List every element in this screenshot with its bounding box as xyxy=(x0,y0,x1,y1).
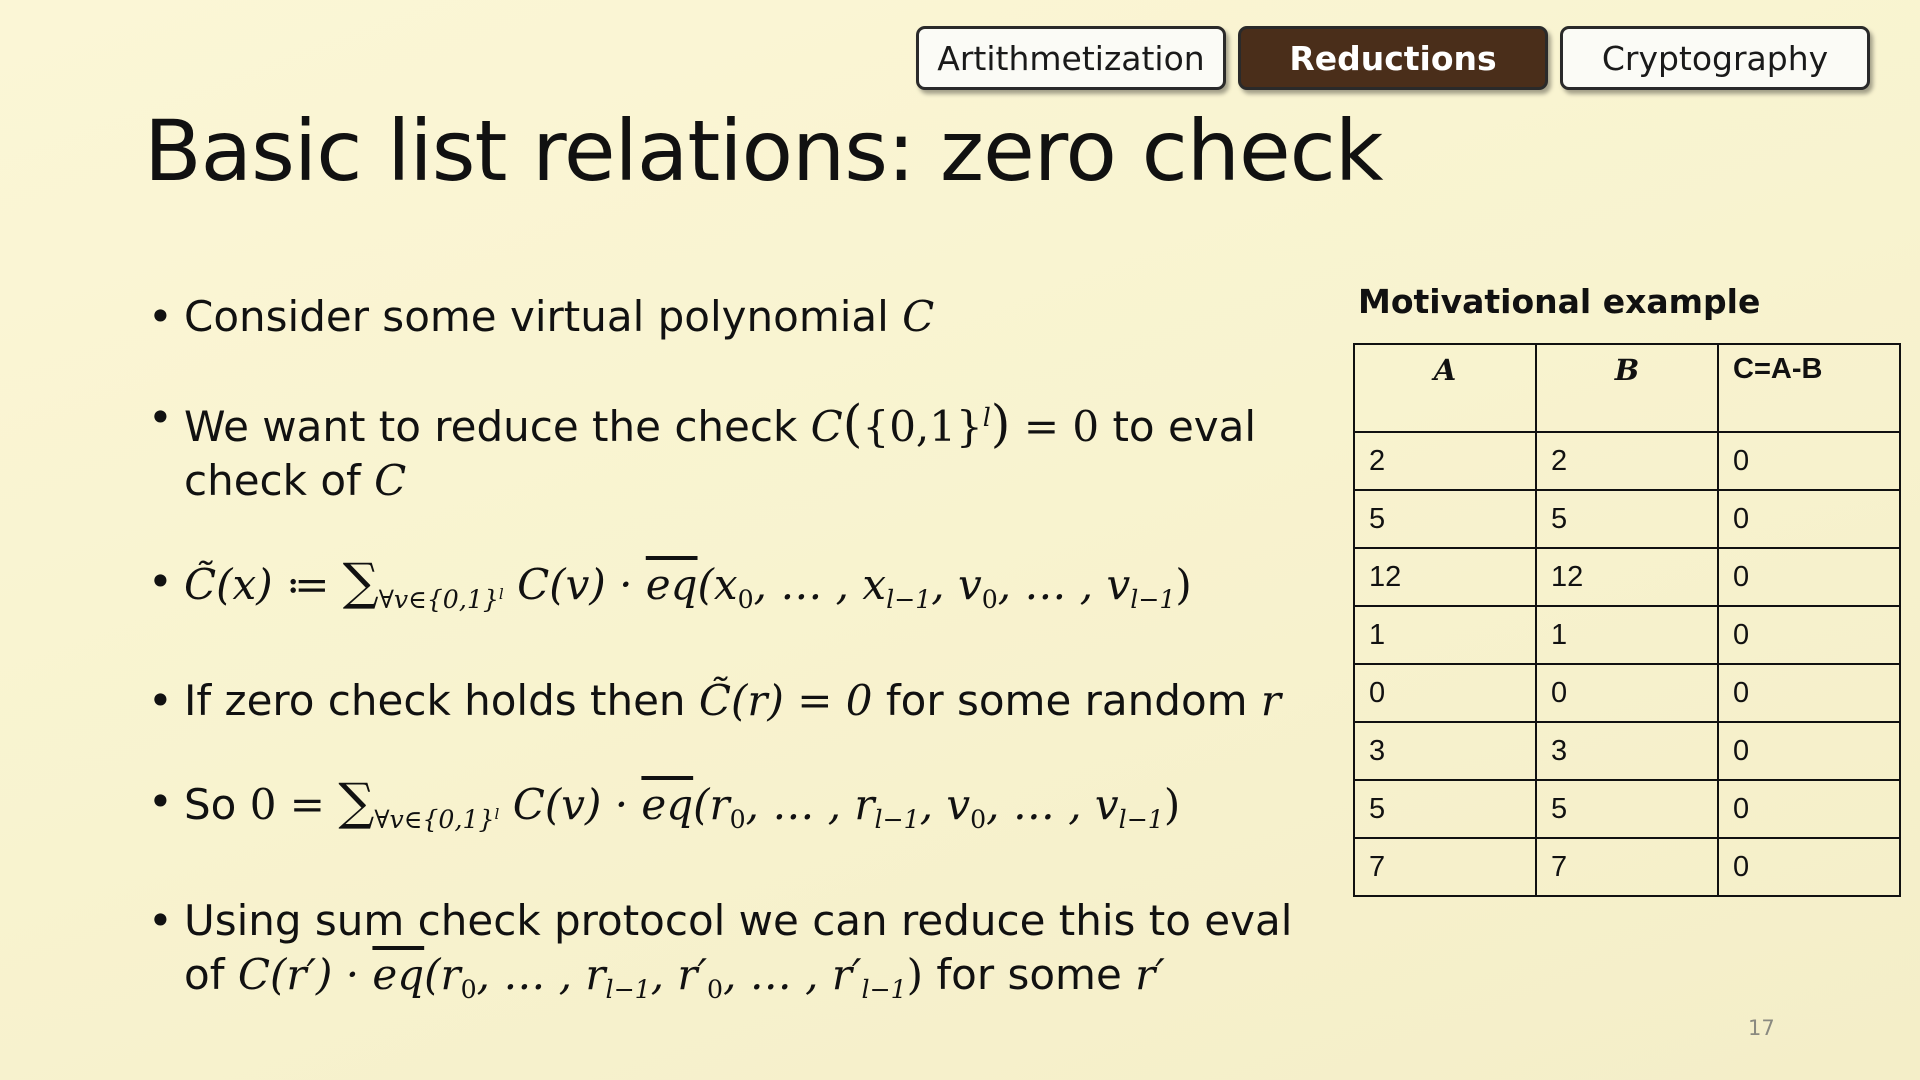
col-header-c: C=A-B xyxy=(1718,344,1900,432)
table-row: 5 5 0 xyxy=(1354,780,1900,838)
table-row: 12 12 0 xyxy=(1354,548,1900,606)
bullet-2-mid: to eval xyxy=(1112,402,1257,452)
example-table xyxy=(1353,343,1901,897)
bullet-5: • So $0 = \sum_{\forall v\in\{0,1\}^l}$ $C(v) \cdot \overline{eq}(r_0$, … , $r_{l-1}$, $v_0$, … , $v_{l-1}$) xyxy=(144,775,1304,847)
bullet-3-lhs: (x) ≔ xyxy=(216,560,330,610)
table-row: 2 2 0 xyxy=(1354,432,1900,490)
bullet-4: • If zero check holds then C̃(r) = 0 for some random r xyxy=(144,674,1304,728)
tab-cryptography[interactable]: Cryptography xyxy=(1560,26,1870,90)
bullet-6: • Using sum check protocol we can reduce this to eval of $C(r') \cdot \overline{eq}(r_0$, … , $r_{l-1}$, $r'_0$, … , $r'_{l-1}$) for some r′ xyxy=(144,894,1304,1017)
bullet-1-text: Consider some virtual polynomial xyxy=(184,292,889,341)
bullet-2-pre: We want to reduce the check xyxy=(184,402,798,452)
bullet-4-pre: If zero check holds then xyxy=(184,675,686,725)
col-header-b: B xyxy=(1536,344,1718,432)
table-header-row xyxy=(1354,344,1900,432)
section-tabs xyxy=(916,26,1870,90)
tab-artithmetization[interactable]: Artithmetization xyxy=(916,26,1226,90)
bullet-2: • We want to reduce the check $C(\{0,1\}^l) = 0$ to eval check of C xyxy=(144,391,1304,508)
bullet-2-math: = 0 xyxy=(1023,402,1100,452)
table-row: 3 3 0 xyxy=(1354,722,1900,780)
col-header-a: A xyxy=(1354,344,1536,432)
bullet-2-post: check of xyxy=(184,456,361,506)
bullet-4-post: for some random xyxy=(885,675,1248,725)
table-row: 1 1 0 xyxy=(1354,606,1900,664)
example-title: Motivational example xyxy=(1358,282,1761,321)
bullet-1-var: C xyxy=(902,292,935,341)
table-row: 0 0 0 xyxy=(1354,664,1900,722)
slide-title: Basic list relations: zero check xyxy=(144,102,1383,200)
bullet-3: • C̃(x) ≔ $\sum_{\forall v\in\{0,1\}^l}$ $C(v) \cdot \overline{eq}(x_0$, … , $x_{l-1}$, $v_0$, … , $v_{l-1}$) xyxy=(144,555,1304,627)
table-row: 7 7 0 xyxy=(1354,838,1900,896)
bullet-1 xyxy=(144,290,1304,344)
table-row: 5 5 0 xyxy=(1354,490,1900,548)
page-number: 17 xyxy=(1748,1016,1775,1040)
tab-reductions[interactable]: Reductions xyxy=(1238,26,1548,90)
bullet-list xyxy=(144,290,1304,1064)
